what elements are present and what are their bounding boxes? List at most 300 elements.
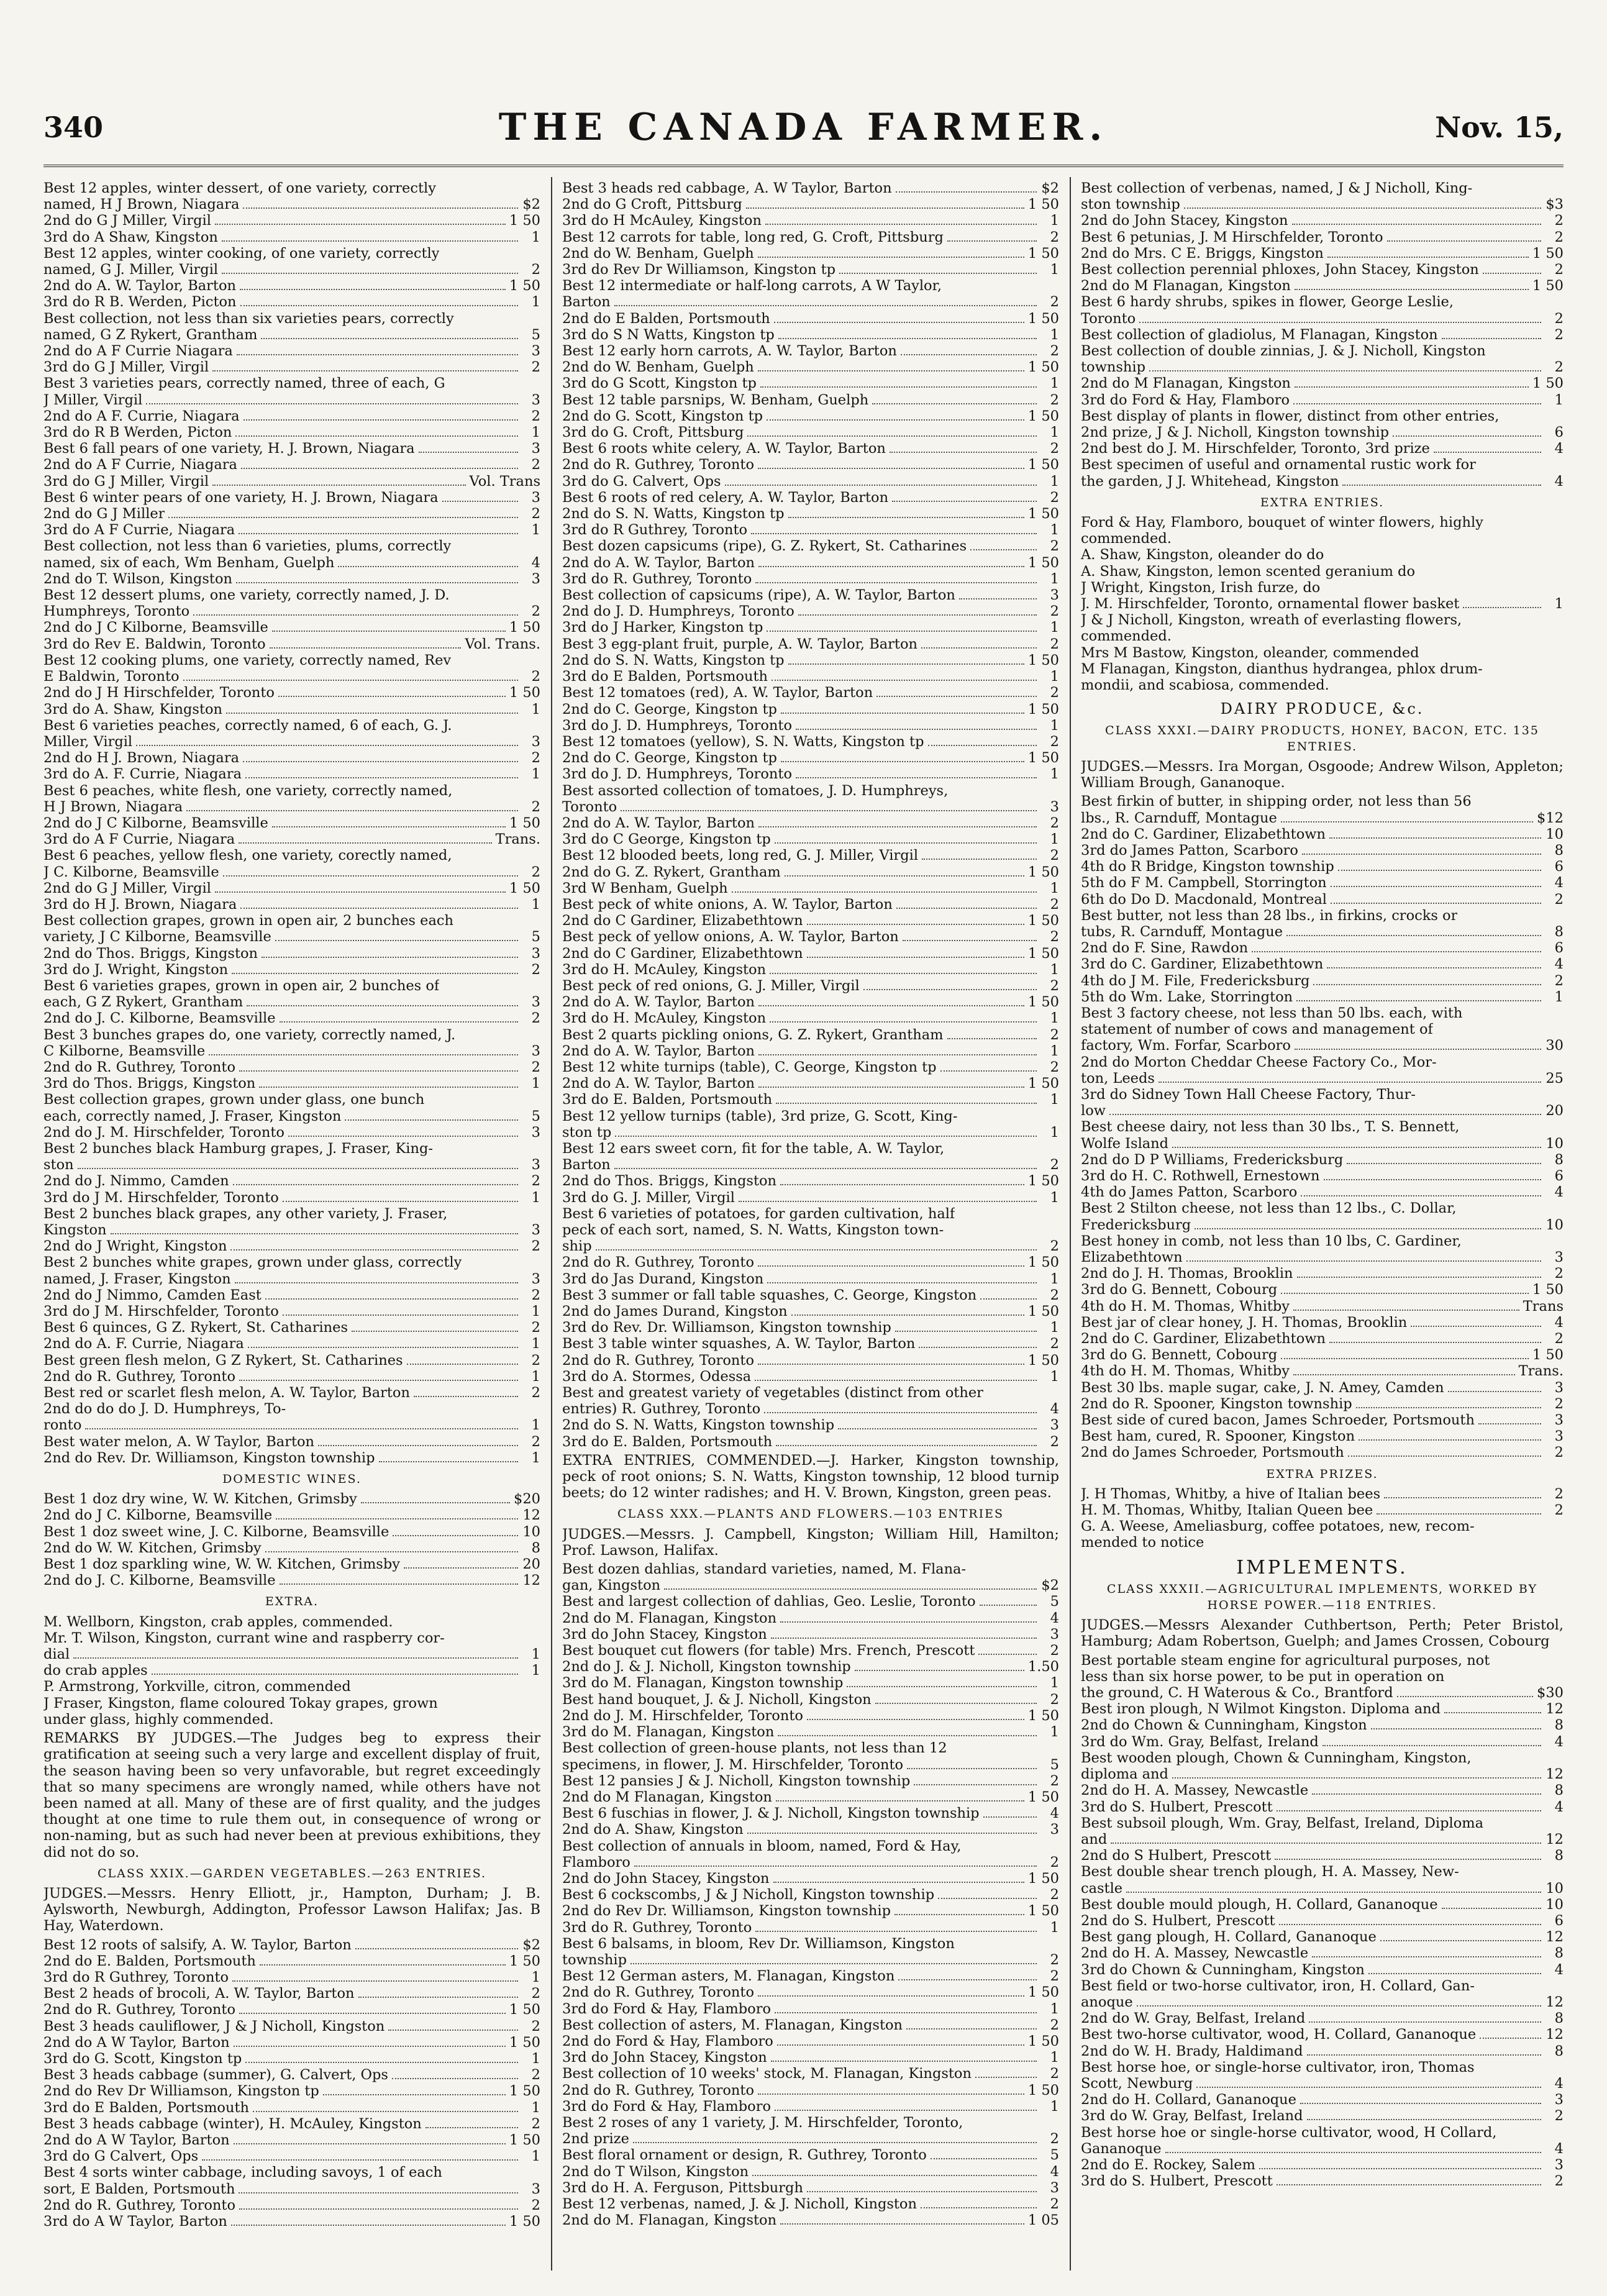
prize-amount: 20	[1546, 1103, 1564, 1119]
prize-amount: 1 50	[1027, 863, 1059, 880]
dot-leader	[222, 240, 518, 242]
prize-amount: 1 50	[509, 212, 540, 229]
prize-entry	[562, 2131, 1059, 2147]
entry-text: 3rd do Ford & Hay, Flamboro	[1081, 391, 1290, 408]
prize-amount: 2	[1050, 1691, 1059, 1708]
dot-leader	[361, 1502, 510, 1503]
entry-text: Best ham, cured, R. Spooner, Kingston	[1081, 1428, 1355, 1445]
prize-entry	[43, 1238, 540, 1254]
entry-text: 2nd do T Wilson, Kingston	[562, 2163, 749, 2180]
prize-amount: 2	[1050, 343, 1059, 360]
entry-text: 2nd do James Durand, Kingston	[562, 1303, 788, 1320]
dot-leader	[855, 1670, 1024, 1671]
prize-entry	[562, 1369, 1059, 1385]
dot-leader	[1312, 1956, 1541, 1957]
prize-entry	[562, 864, 1059, 880]
dot-leader	[1307, 2119, 1541, 2120]
prize-amount: 3	[1554, 1249, 1564, 1265]
prize-amount: 1	[1050, 961, 1059, 978]
dot-leader	[755, 582, 1037, 583]
prize-entry	[43, 1434, 540, 1450]
entry-text: Best floral ornament or design, R. Guthrey, Toronto	[562, 2147, 927, 2164]
prize-entry	[562, 2180, 1059, 2196]
entry-text: 3rd do H. McAuley, Kingston	[562, 961, 767, 978]
prize-amount: 2	[531, 1433, 540, 1450]
entry-text: Best assorted collection of tomatoes, J. D. Humphreys,	[562, 782, 949, 799]
entry-text: Best firkin of butter, in shipping order, not less than 56	[1081, 793, 1472, 810]
dot-leader	[788, 663, 1024, 665]
entry-text: 2nd do M Flanagan, Kingston	[1081, 278, 1291, 294]
prize-amount: 1 50	[1027, 1303, 1059, 1320]
dot-leader	[260, 1964, 506, 1966]
prize-amount: 2	[1050, 1772, 1059, 1789]
prize-entry	[1081, 547, 1564, 563]
prize-amount: 2	[1050, 603, 1059, 620]
prize-entry	[1081, 1913, 1564, 1929]
entry-text: 2nd do E. Balden, Portsmouth	[43, 1952, 256, 1969]
prize-entry	[43, 538, 540, 554]
entry-text: 2nd do C. Gardiner, Elizabethtown	[1081, 1331, 1326, 1347]
prize-entry	[43, 1091, 540, 1108]
entry-text: 2nd do C Gardiner, Elizabethtown	[562, 913, 803, 929]
prize-amount: 2	[1050, 440, 1059, 457]
dot-leader	[776, 1800, 1024, 1802]
entry-text: A. Shaw, Kingston, lemon scented geranium do	[1081, 563, 1416, 580]
prize-amount: Trans.	[495, 831, 540, 848]
entry-text: under glass, highly commended.	[43, 1711, 274, 1728]
dot-leader	[760, 386, 1037, 388]
prize-entry	[562, 880, 1059, 896]
prize-amount: 1 50	[1027, 310, 1059, 327]
dot-leader	[1295, 289, 1529, 290]
prize-entry	[562, 2212, 1059, 2228]
prize-entry	[1081, 1314, 1564, 1331]
prize-entry	[43, 2051, 540, 2067]
prize-entry	[1081, 1298, 1564, 1314]
prize-amount: 1 50	[1027, 2082, 1059, 2098]
prize-entry	[562, 945, 1059, 962]
entry-text: Best 12 cooking plums, one variety, correctly named, Rev	[43, 652, 452, 668]
dot-leader	[875, 1703, 1037, 1704]
entry-text: 3rd do A. Stormes, Odessa	[562, 1368, 752, 1385]
entry-text: 3rd do R B Werden, Picton	[43, 424, 232, 441]
prize-amount: 20	[522, 1556, 540, 1573]
entry-text: township	[562, 1951, 627, 1968]
dot-leader	[276, 1518, 518, 1519]
entry-text: ston	[43, 1157, 74, 1173]
dot-leader	[931, 2158, 1037, 2159]
prize-entry	[562, 1385, 1059, 1401]
dot-leader	[1444, 1712, 1541, 1713]
prize-amount: 2	[1050, 294, 1059, 311]
prize-entry	[1081, 1782, 1564, 1798]
prize-entry	[43, 978, 540, 994]
dot-leader	[839, 273, 1037, 274]
prize-entry	[1081, 1880, 1564, 1897]
entry-text: 2nd do W. Gray, Belfast, Ireland	[1081, 2010, 1306, 2027]
prize-entry	[1081, 1994, 1564, 2010]
prize-amount: 1	[531, 1449, 540, 1466]
prize-entry	[562, 815, 1059, 831]
prize-entry	[1081, 424, 1564, 440]
entry-text: Best 6 quinces, G Z. Rykert, St. Catharines	[43, 1319, 348, 1336]
entry-text: 2nd do A. W. Taylor, Barton	[43, 278, 237, 294]
entry-text: Best 6 balsams, in bloom, Rev Dr. Williamson, Kingston	[562, 1935, 955, 1952]
prize-amount: 3	[1050, 587, 1059, 604]
prize-entry	[562, 603, 1059, 619]
dot-leader	[272, 631, 506, 632]
entry-text: Best 2 bunches black grapes, any other variety, J. Fraser,	[43, 1205, 448, 1222]
prize-amount: 1	[1050, 1010, 1059, 1027]
section-heading: EXTRA ENTRIES.	[1260, 495, 1385, 509]
prize-amount: 2	[531, 863, 540, 880]
entry-text: Best 6 peaches, white flesh, one variety, correctly named,	[43, 782, 453, 799]
prize-entry	[43, 636, 540, 652]
entry-text: 2nd do S. N. Watts, Kingston tp	[562, 652, 785, 668]
prize-entry	[562, 962, 1059, 978]
prize-amount: 1 50	[1027, 245, 1059, 262]
entry-text: 2nd do H J. Brown, Niagara	[43, 750, 239, 767]
entry-text: Scott, Newburg	[1081, 2075, 1193, 2092]
entry-text: Best 12 apples, winter dessert, of one variety, correctly	[43, 180, 436, 196]
dot-leader	[1327, 257, 1529, 258]
prize-entry	[562, 2082, 1059, 2098]
dot-leader	[1286, 935, 1541, 936]
prize-entry	[43, 359, 540, 375]
prize-entry	[1081, 793, 1564, 809]
prize-entry	[562, 1287, 1059, 1303]
prize-entry	[43, 864, 540, 880]
prize-entry	[1081, 1444, 1564, 1460]
entry-text: E Baldwin, Toronto	[43, 668, 180, 685]
entry-text: 2nd do John Stacey, Kingston	[562, 1870, 770, 1887]
entry-text: 2nd do W. W. Kitchen, Grimsby	[43, 1539, 262, 1556]
entry-text: M Flanagan, Kingston, dianthus hydrangea, phlox drum-	[1081, 660, 1483, 677]
prize-amount: 1	[1050, 522, 1059, 539]
entry-text: Wolfe Island	[1081, 1135, 1169, 1152]
prize-entry	[562, 783, 1059, 799]
prize-entry	[1081, 1396, 1564, 1412]
entry-text: Ford & Hay, Flamboro, bouquet of winter flowers, highly	[1081, 514, 1483, 531]
prize-entry	[1081, 2010, 1564, 2026]
dot-leader	[1307, 2054, 1542, 2056]
entry-text: named, G J. Miller, Virgil	[43, 262, 219, 278]
prize-amount: 10	[1546, 1135, 1564, 1152]
prize-amount: 2	[1554, 891, 1564, 908]
prize-entry	[43, 375, 540, 391]
dot-leader	[781, 761, 1024, 762]
entry-text: Best 12 apples, winter cooking, of one variety, correctly	[43, 245, 440, 262]
prize-entry	[562, 1319, 1059, 1336]
prize-entry	[1081, 1486, 1564, 1502]
entry-text: Best 6 peaches, yellow flesh, one variety, corectly named,	[43, 847, 452, 864]
entry-text: Best 12 roots of salsify, A. W. Taylor, Barton	[43, 1936, 352, 1953]
dot-leader	[807, 957, 1024, 958]
dot-leader	[237, 354, 518, 355]
dot-leader	[614, 305, 1037, 306]
prize-entry	[43, 2181, 540, 2197]
entry-text: 4th do H. M. Thomas, Whitby	[1081, 1298, 1290, 1314]
prize-amount: 3	[531, 1124, 540, 1141]
entry-text: 3rd do E Balden, Portsmouth	[43, 2099, 249, 2116]
prize-entry	[562, 1838, 1059, 1854]
entry-text: Best cheese dairy, not less than 30 lbs., T. S. Bennett,	[1081, 1119, 1460, 1136]
prize-amount: 1	[1050, 473, 1059, 490]
prize-amount: 1	[1050, 1919, 1059, 1936]
prize-amount: 2	[1050, 1059, 1059, 1075]
prize-amount: 1 50	[1027, 554, 1059, 571]
dot-leader	[1281, 1293, 1529, 1294]
entry-text: Best collection, not less than six varieties pears, correctly	[43, 310, 454, 327]
prize-amount: 2	[531, 408, 540, 424]
prize-entry	[562, 750, 1059, 766]
entry-text: Kingston	[43, 1222, 107, 1238]
prize-entry	[562, 1593, 1059, 1610]
entry-text: 3rd do Chown & Cunningham, Kingston	[1081, 1961, 1365, 1978]
prize-entry	[43, 408, 540, 424]
dot-leader	[280, 1021, 518, 1023]
dot-leader	[283, 1314, 518, 1316]
prize-entry	[43, 1059, 540, 1075]
dot-leader	[215, 891, 506, 893]
entry-text: 3rd do A. F. Currie, Niagara	[43, 766, 242, 783]
prize-entry	[562, 1789, 1059, 1805]
dot-leader	[232, 1980, 518, 1982]
entry-text: Best 6 petunias, J. M Hirschfelder, Toronto	[1081, 229, 1383, 245]
entry-text: 2nd do Morton Cheddar Cheese Factory Co., Mor-	[1081, 1054, 1437, 1070]
prize-entry	[43, 1507, 540, 1523]
prize-entry	[562, 311, 1059, 327]
prize-entry	[562, 1190, 1059, 1206]
entry-text: peck of each sort, named, S. N. Watts, Kingston town-	[562, 1222, 944, 1238]
prize-amount: 2	[1554, 212, 1564, 229]
prize-entry	[43, 1540, 540, 1556]
prize-amount: 1	[1050, 1675, 1059, 1692]
prize-entry	[43, 311, 540, 327]
prize-amount: 5	[1050, 2147, 1059, 2164]
prize-amount: 1	[1554, 391, 1564, 408]
entry-text: the garden, J J. Whitehead, Kingston	[1081, 473, 1339, 490]
entry-text: Best portable steam engine for agricultural purposes, not	[1081, 1652, 1490, 1669]
dot-leader	[1309, 2021, 1541, 2023]
prize-entry	[1081, 1766, 1564, 1782]
entry-text: 2nd do R. Guthrey, Toronto	[562, 2082, 754, 2098]
entry-text: Best 3 factory cheese, not less than 50 lbs. each, with	[1081, 1004, 1463, 1021]
prize-entry	[1081, 2043, 1564, 2059]
prize-amount: 2	[1050, 538, 1059, 555]
prize-amount: 25	[1546, 1070, 1564, 1086]
dot-leader	[239, 1070, 518, 1072]
dot-leader	[243, 207, 518, 209]
entry-text: Best double mould plough, H. Collard, Gananoque	[1081, 1896, 1438, 1913]
entry-text: 2nd do C. Gardiner, Elizabethtown	[1081, 826, 1326, 842]
entry-text: Best 2 roses of any 1 variety, J. M. Hirschfelder, Toronto,	[562, 2114, 963, 2131]
dot-leader	[1348, 1456, 1541, 1457]
dot-leader	[245, 777, 518, 778]
dot-leader	[922, 859, 1037, 860]
entry-text: ship	[562, 1238, 592, 1255]
dot-leader	[1359, 1439, 1541, 1441]
dot-leader	[240, 305, 518, 306]
prize-amount: 1 50	[509, 2034, 540, 2051]
entry-text: Best dozen capsicums (ripe), G. Z. Rykert, St. Catharines	[562, 538, 967, 555]
prize-amount: 2	[1050, 1336, 1059, 1352]
dot-leader	[1159, 1082, 1541, 1083]
entry-text: 3rd do W. Gray, Belfast, Ireland	[1081, 2108, 1303, 2125]
prize-entry	[562, 1870, 1059, 1887]
entry-text: Best 12 pansies J & J. Nicholl, Kingston township	[562, 1772, 911, 1789]
entry-text: named, J. Fraser, Kingston	[43, 1270, 231, 1287]
prize-entry	[562, 440, 1059, 457]
prize-amount: Vol. Trans	[469, 473, 540, 490]
prize-entry	[43, 815, 540, 831]
dot-leader	[772, 680, 1037, 681]
entry-text: Best peck of yellow onions, A. W. Taylor, Barton	[562, 929, 899, 945]
prize-entry	[43, 2034, 540, 2051]
prize-amount: 4	[1554, 1184, 1564, 1201]
prize-amount: $12	[1537, 809, 1564, 826]
prize-entry	[1081, 1962, 1564, 1978]
prize-entry	[43, 1662, 540, 1679]
entry-text: A. Shaw, Kingston, oleander do do	[1081, 547, 1324, 563]
dot-leader	[379, 1461, 519, 1462]
prize-amount: 6	[1554, 1167, 1564, 1184]
prize-entry	[1081, 408, 1564, 424]
prize-entry	[1081, 1347, 1564, 1363]
dot-leader	[1480, 2038, 1541, 2039]
dot-leader	[785, 875, 1024, 877]
dot-leader	[288, 1136, 518, 1137]
entry-text: 3rd do R. Guthrey, Toronto	[562, 570, 752, 587]
dot-leader	[975, 2077, 1037, 2078]
dot-leader	[1137, 2005, 1541, 2007]
dot-leader	[863, 989, 1037, 990]
prize-amount: 2	[531, 262, 540, 278]
entry-text: Best 6 cockscombs, J & J Nicholl, Kingston township	[562, 1887, 935, 1903]
prize-entry	[562, 294, 1059, 310]
prize-amount: 2	[1554, 1444, 1564, 1461]
prize-amount: 1	[1050, 2000, 1059, 2017]
entry-text: Barton	[562, 294, 611, 311]
dot-leader	[419, 452, 518, 453]
prize-amount: 2	[531, 1059, 540, 1075]
entry-text: 2nd do R. Guthrey, Toronto	[562, 1984, 754, 2001]
dot-leader	[234, 2143, 506, 2144]
dot-leader	[739, 1201, 1037, 1202]
dot-leader	[767, 631, 1037, 632]
entry-text: Best 1 doz sparkling wine, W. W. Kitchen, Grimsby	[43, 1556, 400, 1573]
dot-leader	[1331, 886, 1541, 887]
dot-leader	[209, 1054, 518, 1055]
prize-entry	[562, 1352, 1059, 1369]
dot-leader	[1259, 2168, 1541, 2169]
prize-entry	[43, 1630, 540, 1646]
prize-entry	[562, 896, 1059, 913]
prize-entry	[43, 1711, 540, 1728]
prize-amount: 12	[1546, 1993, 1564, 2010]
prize-entry	[43, 1614, 540, 1630]
section-heading: IMPLEMENTS.	[1236, 1556, 1408, 1578]
entry-text: G. A. Weese, Ameliasburg, coffee potatoes, new, recom-	[1081, 1518, 1475, 1535]
prize-entry	[43, 2002, 540, 2018]
prize-entry	[43, 278, 540, 294]
prize-amount: 1	[531, 2099, 540, 2116]
dot-leader	[980, 1605, 1037, 1606]
prize-entry	[1081, 940, 1564, 956]
prize-entry	[43, 2067, 540, 2083]
prize-entry	[562, 1659, 1059, 1675]
entry-text: ston township	[1081, 196, 1180, 213]
dot-leader	[240, 289, 506, 290]
prize-entry	[43, 1222, 540, 1238]
entry-text: J & J Nicholl, Kingston, wreath of everlasting flowers,	[1081, 612, 1462, 629]
dot-leader	[272, 826, 506, 827]
entry-text: Best collection of double zinnias, J. & J. Nicholl, Kingston	[1081, 343, 1486, 360]
prize-entry	[43, 245, 540, 262]
entry-text: Best collection grapes, grown under glass, one bunch	[43, 1091, 425, 1108]
prize-amount: 1 50	[509, 2131, 540, 2148]
prize-amount: 2	[531, 457, 540, 473]
prize-entry	[562, 847, 1059, 863]
dot-leader	[1463, 607, 1541, 608]
prize-amount: 2	[1050, 1433, 1059, 1450]
dot-leader	[896, 191, 1037, 193]
prize-entry	[1081, 1685, 1564, 1701]
entry-text: Best dozen dahlias, standard varieties, named, M. Flana-	[562, 1561, 967, 1578]
prize-entry	[43, 212, 540, 229]
section-heading: CLASS XXXII.—AGRICULTURAL IMPLEMENTS, WORKED BY HORSE POWER.—118 ENTRIES.	[1106, 1582, 1538, 1613]
prize-entry	[1081, 1054, 1564, 1070]
dot-leader	[241, 468, 518, 469]
entry-text: Best horse hoe, or single-horse cultivator, iron, Thomas	[1081, 2059, 1475, 2075]
prize-entry	[1081, 1217, 1564, 1233]
dot-leader	[807, 924, 1024, 925]
prize-entry	[562, 180, 1059, 196]
dot-leader	[1342, 485, 1541, 486]
prize-entry	[1081, 891, 1564, 908]
entry-text: 2nd do Thos. Briggs, Kingston	[562, 1173, 777, 1190]
dot-leader	[959, 598, 1037, 599]
prize-amount: $2	[522, 1936, 540, 1953]
prize-entry	[43, 2083, 540, 2099]
prize-amount: 2	[1050, 685, 1059, 701]
entry-text: 3rd do C. Gardiner, Elizabethtown	[1081, 956, 1324, 973]
prize-entry	[562, 1805, 1059, 1821]
prize-amount: 1	[531, 1075, 540, 1092]
prize-entry	[1081, 596, 1564, 612]
dot-leader	[938, 1898, 1037, 1899]
entry-text: Best 12 tomatoes (yellow), S. N. Watts, Kingston tp	[562, 733, 924, 750]
prize-entry	[562, 1854, 1059, 1870]
prize-entry	[1081, 1136, 1564, 1152]
prize-amount: 1 50	[1532, 1282, 1564, 1298]
prize-amount: 4	[1554, 875, 1564, 891]
prize-amount: 1.50	[1027, 1659, 1059, 1675]
prize-entry	[43, 343, 540, 359]
prize-entry	[43, 831, 540, 847]
entry-text: 3rd do Sidney Town Hall Cheese Factory, Thur-	[1081, 1086, 1416, 1103]
dot-leader	[407, 1364, 518, 1365]
entry-text: 5th do F M. Campbell, Storrington	[1081, 875, 1327, 891]
dot-leader	[239, 2192, 518, 2194]
prize-entry	[43, 1985, 540, 2002]
prize-amount: 3	[1050, 1417, 1059, 1434]
dot-leader	[901, 354, 1037, 355]
prize-entry	[562, 2017, 1059, 2033]
prize-amount: 1 50	[1027, 1788, 1059, 1805]
entry-text: Best 2 quarts pickling onions, G. Z. Rykert, Grantham	[562, 1026, 944, 1043]
entry-text: 2nd do Rev Dr. Williamson, Kingston township	[562, 1903, 891, 1920]
